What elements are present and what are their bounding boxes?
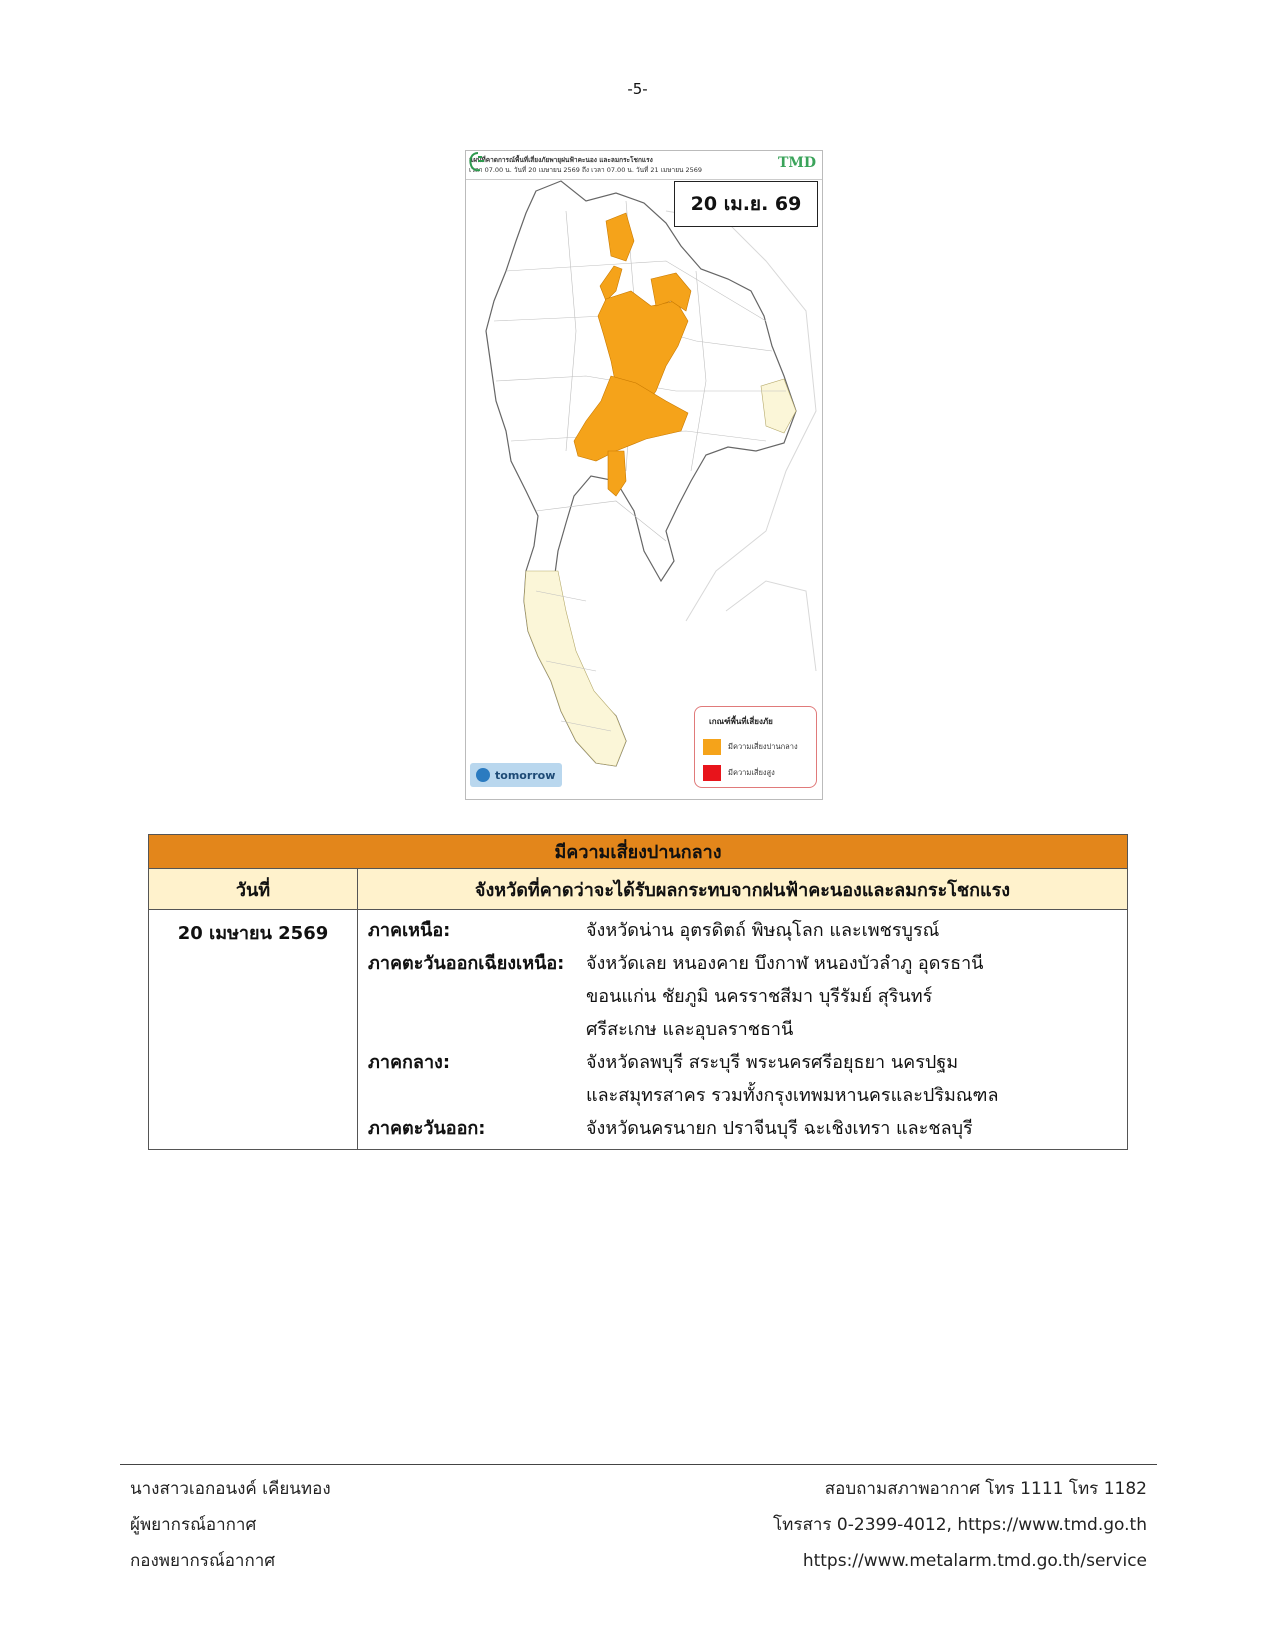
map-caption-title: แผนที่คาดการณ์พื้นที่เสี่ยงภัยพายุฝนฟ้าคะนอง และลมกระโชกแรง xyxy=(469,156,653,164)
tomorrow-badge xyxy=(470,763,562,787)
region-provinces: จังหวัดน่าน อุตรดิตถ์ พิษณุโลก และเพชรบูรณ์ xyxy=(586,920,940,941)
region-provinces: จังหวัดนครนายก ปราจีนบุรี ฉะเชิงเทรา และชลบุรี xyxy=(586,1118,973,1139)
footer-contact xyxy=(773,1471,1147,1579)
footer-signature xyxy=(130,1471,331,1579)
region-provinces: ศรีสะเกษ และอุบลราชธานี xyxy=(586,1019,794,1040)
tomorrow-logo-icon xyxy=(476,768,490,782)
map-caption-period: เวลา 07.00 น. วันที่ 20 เมษายน 2569 ถึง เวลา 07.00 น. วันที่ 21 เมษายน 2569 xyxy=(469,166,703,174)
page-number: -5- xyxy=(627,80,648,98)
tmd-logo: TMD xyxy=(777,155,816,171)
region-northeast xyxy=(368,947,1117,1046)
contact-service-url[interactable]: https://www.metalarm.tmd.go.th/service xyxy=(802,1551,1147,1571)
region-name: ภาคตะวันออกเฉียงเหนือ: xyxy=(368,953,565,974)
contact-fax-website[interactable]: โทรสาร 0-2399-4012, https://www.tmd.go.th xyxy=(773,1515,1147,1535)
region-provinces: และสมุทรสาคร รวมทั้งกรุงเทพมหานครและปริมณฑล xyxy=(586,1085,999,1106)
legend-swatch-high xyxy=(703,765,721,781)
region-name: ภาคตะวันออก: xyxy=(368,1118,486,1139)
region-name: ภาคกลาง: xyxy=(368,1052,451,1073)
legend-swatch-moderate xyxy=(703,739,721,755)
map-legend xyxy=(694,706,817,788)
region-north xyxy=(368,914,1117,947)
tomorrow-badge-label: tomorrow xyxy=(495,768,556,782)
regions-cell xyxy=(358,910,1128,1150)
map-date-label: 20 เม.ย. 69 xyxy=(674,181,818,227)
legend-item-moderate xyxy=(703,739,798,755)
risk-table xyxy=(148,834,1128,1150)
region-provinces: ขอนแก่น ชัยภูมิ นครราชสีมา บุรีรัมย์ สุรินทร์ xyxy=(586,986,933,1007)
header-date: วันที่ xyxy=(149,869,358,910)
legend-item-high xyxy=(703,765,775,781)
contact-phone: สอบถามสภาพอากาศ โทร 1111 โทร 1182 xyxy=(824,1479,1147,1499)
risk-map-figure xyxy=(465,150,823,800)
region-central xyxy=(368,1046,1117,1112)
forecast-date: 20 เมษายน 2569 xyxy=(149,910,358,1150)
legend-label-moderate: มีความเสี่ยงปานกลาง xyxy=(728,742,798,751)
forecaster-position: ผู้พยากรณ์อากาศ xyxy=(130,1515,257,1535)
map-header xyxy=(466,151,822,180)
forecaster-division: กองพยากรณ์อากาศ xyxy=(130,1551,276,1571)
thailand-map xyxy=(466,151,822,799)
region-east xyxy=(368,1112,1117,1145)
footer-divider xyxy=(120,1464,1157,1465)
region-provinces: จังหวัดเลย หนองคาย บึงกาฬ หนองบัวลำภู อุดรธานี xyxy=(586,953,984,974)
region-name: ภาคเหนือ: xyxy=(368,920,451,941)
legend-title: เกณฑ์พื้นที่เสี่ยงภัย xyxy=(709,717,773,726)
lightning-logo-icon xyxy=(466,151,488,173)
forecaster-name: นางสาวเอกอนงค์ เคียนทอง xyxy=(130,1479,331,1499)
risk-level-title: มีความเสี่ยงปานกลาง xyxy=(149,835,1128,869)
header-provinces: จังหวัดที่คาดว่าจะได้รับผลกระทบจากฝนฟ้าคะนองและลมกระโชกแรง xyxy=(358,869,1128,910)
region-provinces: จังหวัดลพบุรี สระบุรี พระนครศรีอยุธยา นครปฐม xyxy=(586,1052,959,1073)
legend-label-high: มีความเสี่ยงสูง xyxy=(728,768,775,777)
